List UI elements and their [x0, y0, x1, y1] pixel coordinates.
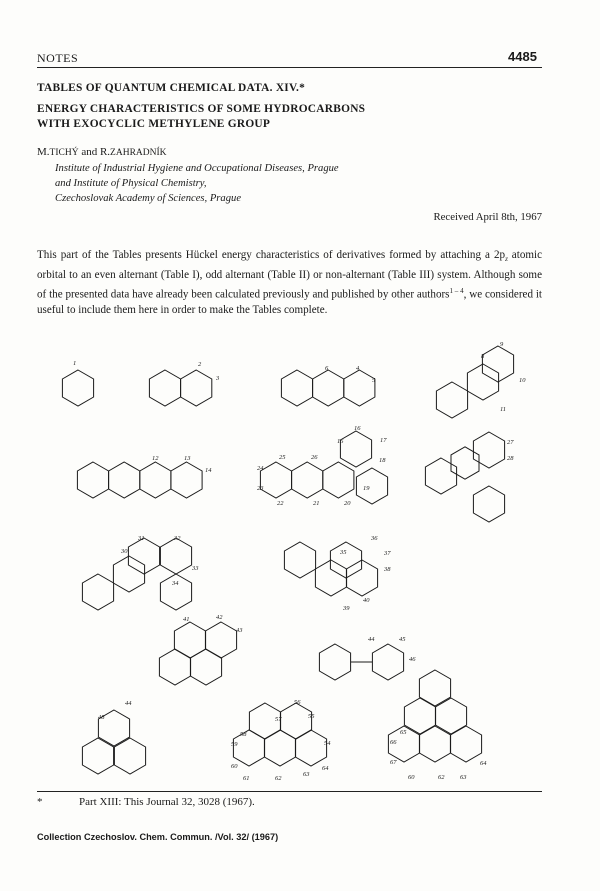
benzene-ring — [356, 468, 387, 504]
atom-position-label: 36 — [371, 535, 378, 542]
atom-position-label: 32 — [174, 535, 181, 542]
author-2-name: ZAHRADNÍK — [110, 148, 167, 158]
benzene-ring — [181, 370, 212, 406]
benzene-ring — [140, 462, 171, 498]
atom-position-label: 26 — [311, 454, 318, 461]
benzene-ring — [451, 447, 479, 479]
footnote — [37, 796, 255, 808]
benzene-ring — [149, 370, 180, 406]
atom-position-label: 58 — [240, 731, 247, 738]
atom-position-label: 60 — [408, 774, 415, 781]
atom-position-label: 56 — [294, 699, 301, 706]
benzene-ring — [171, 462, 202, 498]
atom-position-label: 60 — [231, 763, 238, 770]
atom-position-label: 67 — [390, 759, 397, 766]
atom-position-label: 14 — [205, 467, 212, 474]
journal-footer: Collection Czechoslov. Chem. Commun. /Vol. 32/ (1967) — [37, 832, 279, 842]
atom-position-label: 10 — [519, 377, 526, 384]
atom-position-label: 22 — [277, 500, 284, 507]
atom-position-label: 16 — [354, 425, 361, 432]
atom-position-label: 62 — [275, 775, 282, 782]
atom-position-label: 42 — [216, 614, 223, 621]
affiliation-line-3: Czechoslovak Academy of Sciences, Prague — [55, 193, 242, 204]
benzene-ring — [260, 462, 291, 498]
atom-position-label: 40 — [363, 597, 370, 604]
author-joiner: and — [78, 146, 100, 158]
atom-position-label: 31 — [138, 535, 145, 542]
received-date: Received April 8th, 1967 — [433, 211, 542, 223]
author-2-initial: R. — [99, 146, 111, 158]
atom-position-label: 55 — [308, 713, 315, 720]
atom-position-label: 38 — [384, 566, 391, 573]
benzene-ring — [295, 730, 326, 766]
benzene-ring — [205, 622, 236, 658]
atom-position-label: 54 — [324, 740, 331, 747]
benzene-ring — [284, 542, 315, 578]
benzene-ring — [109, 462, 140, 498]
article-title-line-3: WITH EXOCYCLIC METHYLENE GROUP — [37, 118, 271, 130]
atom-position-label: 6 — [325, 365, 329, 372]
atom-position-label: 28 — [507, 455, 514, 462]
atom-position-label: 18 — [379, 457, 386, 464]
atom-position-label: 35 — [340, 549, 347, 556]
benzene-ring — [323, 462, 354, 498]
benzene-ring — [128, 538, 159, 574]
benzene-ring — [425, 458, 456, 494]
atom-position-label: 3 — [216, 375, 220, 382]
atom-position-label: 44 — [125, 700, 132, 707]
atom-position-label: 5 — [372, 377, 376, 384]
atom-position-label: 45 — [399, 636, 406, 643]
atom-position-label: 11 — [500, 406, 507, 413]
atom-position-label: 15 — [337, 438, 344, 445]
page-number: 4485 — [508, 49, 537, 64]
atom-position-label: 57 — [275, 716, 282, 723]
author-1-initial: M. — [37, 146, 50, 158]
atom-position-label: 21 — [313, 500, 320, 507]
atom-position-label: 39 — [343, 605, 350, 612]
atom-position-label: 27 — [507, 439, 514, 446]
benzene-ring — [482, 346, 513, 382]
atom-position-label: 20 — [344, 500, 351, 507]
atom-position-label: 24 — [257, 465, 264, 472]
benzene-ring — [77, 462, 108, 498]
affiliation-line-2: and Institute of Physical Chemistry, — [55, 178, 207, 189]
article-title-line-1: TABLES OF QUANTUM CHEMICAL DATA. XIV.* — [37, 82, 306, 94]
benzene-ring — [473, 432, 504, 468]
atom-position-label: 17 — [380, 437, 387, 444]
atom-position-label: 2 — [198, 361, 202, 368]
atom-position-label: 46 — [409, 656, 416, 663]
benzene-ring — [82, 574, 113, 610]
atom-position-label: 37 — [384, 550, 391, 557]
abstract-text-1: This part of the Tables presents Hückel energy characteristics of derivatives formed by attaching a 2p — [37, 249, 506, 261]
atom-position-label: 64 — [480, 760, 487, 767]
benzene-ring — [315, 560, 346, 596]
benzene-ring — [113, 556, 144, 592]
atom-position-label: 63 — [460, 774, 467, 781]
atom-position-label: 43 — [236, 627, 243, 634]
atom-position-label: 25 — [279, 454, 286, 461]
atom-position-label: 8 — [481, 353, 485, 360]
benzene-ring — [344, 370, 375, 406]
atom-position-label: 66 — [390, 739, 397, 746]
benzene-ring — [319, 644, 350, 680]
abstract-subscript: z — [505, 255, 508, 264]
atom-position-label: 9 — [500, 341, 504, 348]
running-header-section: NOTES — [37, 51, 79, 65]
benzene-ring — [280, 703, 311, 739]
benzene-ring — [313, 370, 344, 406]
article-title-line-2: ENERGY CHARACTERISTICS OF SOME HYDROCARBONS — [37, 103, 366, 115]
footnote-rule — [37, 791, 542, 792]
benzene-ring — [160, 538, 191, 574]
atom-position-label: 4 — [356, 365, 360, 372]
benzene-ring — [190, 649, 221, 685]
benzene-ring — [436, 382, 467, 418]
benzene-ring — [340, 431, 371, 467]
abstract-reference-superscript: 1 – 4 — [449, 286, 464, 295]
benzene-ring — [159, 649, 190, 685]
benzene-ring — [473, 486, 504, 522]
atom-position-label: 62 — [438, 774, 445, 781]
abstract-text-3: , we considered it useful to include them here in order to make the Tables complete. — [37, 288, 543, 317]
atom-position-label: 12 — [152, 455, 159, 462]
affiliation-line-1: Institute of Industrial Hygiene and Occupational Diseases, Prague — [55, 163, 339, 174]
footnote-text: Part XIII: This Journal 32, 3028 (1967). — [79, 796, 255, 808]
atom-position-label: 19 — [363, 485, 370, 492]
benzene-ring — [264, 730, 295, 766]
atom-position-label: 48 — [98, 714, 105, 721]
atom-position-label: 1 — [73, 360, 77, 367]
benzene-ring — [62, 370, 93, 406]
atom-position-label: 65 — [400, 729, 407, 736]
atom-position-label: 41 — [183, 616, 190, 623]
author-1-name: TICHÝ — [49, 148, 79, 158]
benzene-ring — [467, 364, 498, 400]
atom-position-label: 59 — [231, 741, 238, 748]
benzene-ring — [233, 730, 264, 766]
atom-position-label: 63 — [303, 771, 310, 778]
benzene-ring — [174, 622, 205, 658]
footnote-marker: * — [37, 796, 43, 808]
atom-position-label: 64 — [322, 765, 329, 772]
abstract-text-2: atomic orbital to an even alternant (Table I), odd alternant (Table II) or non-alternant (Table III) system. Although some of the presented data have already been calculated previously and published by other authors — [37, 249, 542, 301]
atom-position-label: 34 — [172, 580, 179, 587]
atom-position-label: 30 — [121, 548, 128, 555]
benzene-ring — [372, 644, 403, 680]
atom-position-label: 33 — [192, 565, 199, 572]
benzene-ring — [292, 462, 323, 498]
atom-position-label: 23 — [257, 485, 264, 492]
benzene-ring — [281, 370, 312, 406]
atom-position-label: 61 — [243, 775, 250, 782]
atom-position-label: 13 — [184, 455, 191, 462]
atom-position-label: 44 — [368, 636, 375, 643]
